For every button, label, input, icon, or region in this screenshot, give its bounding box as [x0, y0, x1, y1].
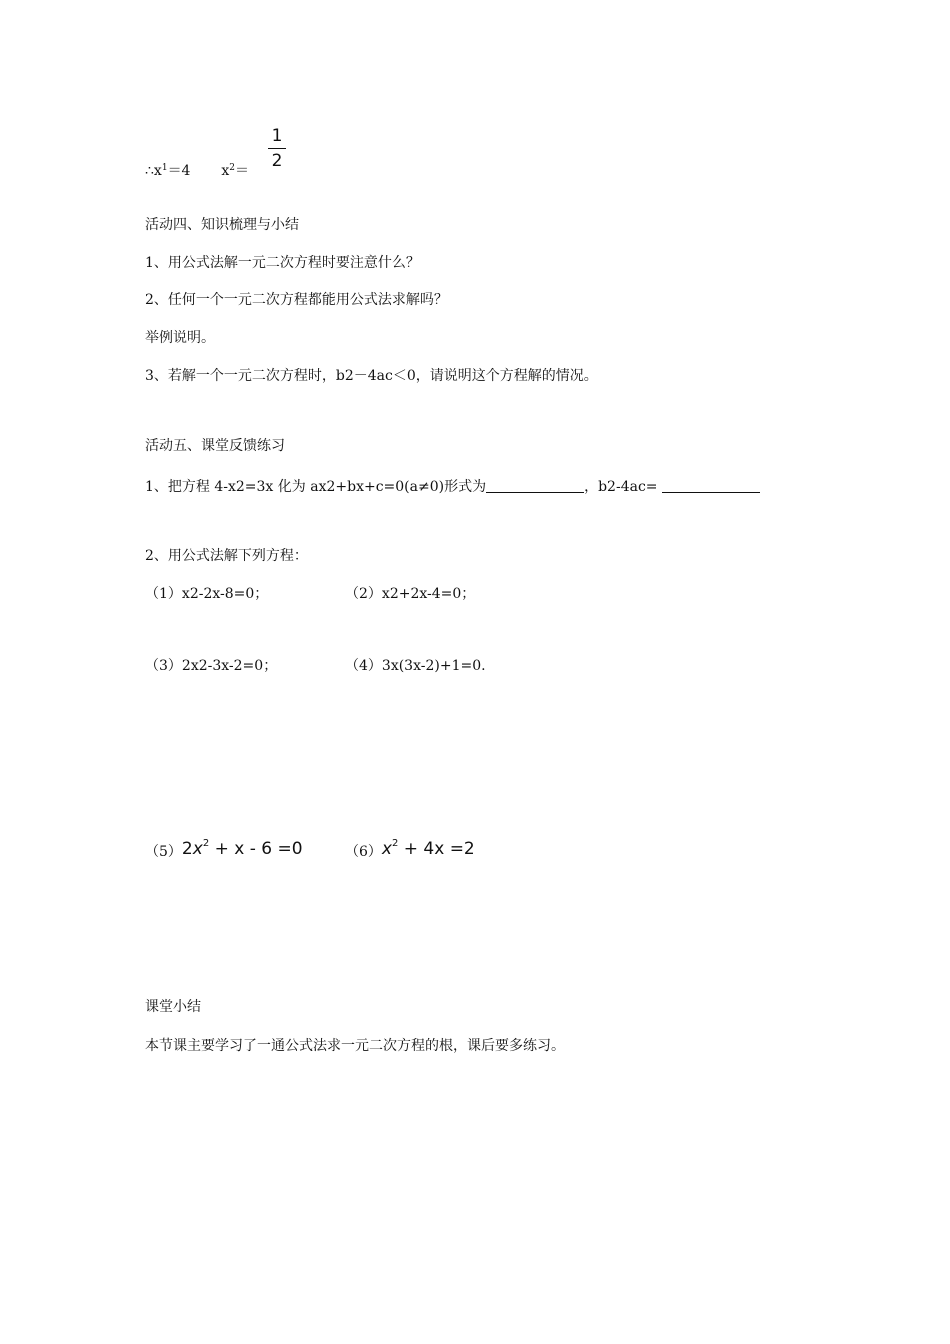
problem-3	[145, 656, 277, 676]
activity4-question-2-note: 举例说明。	[145, 330, 215, 346]
fraction-denominator: 2	[271, 151, 283, 171]
problem-5-rest: + x - 6 =0	[209, 839, 303, 859]
summary-title: 课堂小结	[145, 999, 201, 1015]
therefore-symbol: ∴	[145, 163, 154, 179]
problem-6-rest: + 4x =2	[398, 839, 475, 859]
x1-equation: ＝4	[167, 163, 191, 179]
problem-2-equation: x2+2x-4=0；	[381, 586, 476, 602]
problem-5-coef: 2	[181, 839, 193, 859]
problem-4-label: （4）	[345, 658, 382, 674]
problem-6	[345, 834, 475, 862]
problem-1-equation: x2-2x-8=0；	[181, 586, 269, 602]
fraction-one-half	[268, 126, 286, 171]
problem-3-label: （3）	[145, 658, 182, 674]
solution-line	[145, 158, 249, 181]
activity4-question-3: 3、若解一个一元二次方程时，b2－4ac＜0，请说明这个方程解的情况。	[145, 368, 598, 384]
x2-sub: 2	[229, 163, 236, 173]
problem-5-equation	[182, 839, 303, 859]
problem-6-var: x	[381, 839, 392, 859]
problem-2-label: （2）	[345, 586, 382, 602]
problem-5-var: x	[192, 839, 203, 859]
problem-5-label: （5）	[145, 844, 182, 860]
problem-4-equation: 3x(3x-2)+1=0.	[381, 658, 486, 674]
x1-sub: 1	[161, 163, 168, 173]
activity5-question-1-prefix: 1、把方程 4-x2=3x 化为 ax2+bx+c=0(a≠0)形式为	[145, 479, 487, 495]
problem-5-exp: 2	[202, 838, 210, 849]
activity5-question-2: 2、用公式法解下列方程：	[145, 548, 308, 564]
x1-var: x	[153, 163, 162, 179]
answer-blank-discriminant[interactable]	[662, 478, 760, 493]
x2-var: x	[221, 163, 230, 179]
problem-5	[145, 834, 303, 862]
problem-6-equation	[382, 839, 475, 859]
x2-equation: ＝	[235, 163, 250, 179]
activity5-title: 活动五、课堂反馈练习	[145, 438, 285, 454]
activity4-title: 活动四、知识梳理与小结	[145, 217, 299, 233]
problem-3-equation: 2x2-3x-2=0；	[181, 658, 278, 674]
activity5-question-1-mid: ，b2-4ac=	[584, 479, 658, 495]
answer-blank-form[interactable]	[486, 478, 584, 493]
problem-6-exp: 2	[391, 838, 399, 849]
problem-6-label: （6）	[345, 844, 382, 860]
activity4-question-2: 2、任何一个一元二次方程都能用公式法求解吗？	[145, 292, 448, 308]
fraction-bar	[268, 148, 286, 149]
problem-1	[145, 584, 268, 604]
fraction-numerator: 1	[271, 126, 283, 146]
problem-2	[345, 584, 475, 604]
problem-4	[345, 656, 486, 676]
summary-text: 本节课主要学习了一通公式法求一元二次方程的根，课后要多练习。	[145, 1038, 565, 1054]
activity4-question-1: 1、用公式法解一元二次方程时要注意什么？	[145, 255, 420, 271]
problem-1-label: （1）	[145, 586, 182, 602]
activity5-question-1	[145, 477, 760, 497]
